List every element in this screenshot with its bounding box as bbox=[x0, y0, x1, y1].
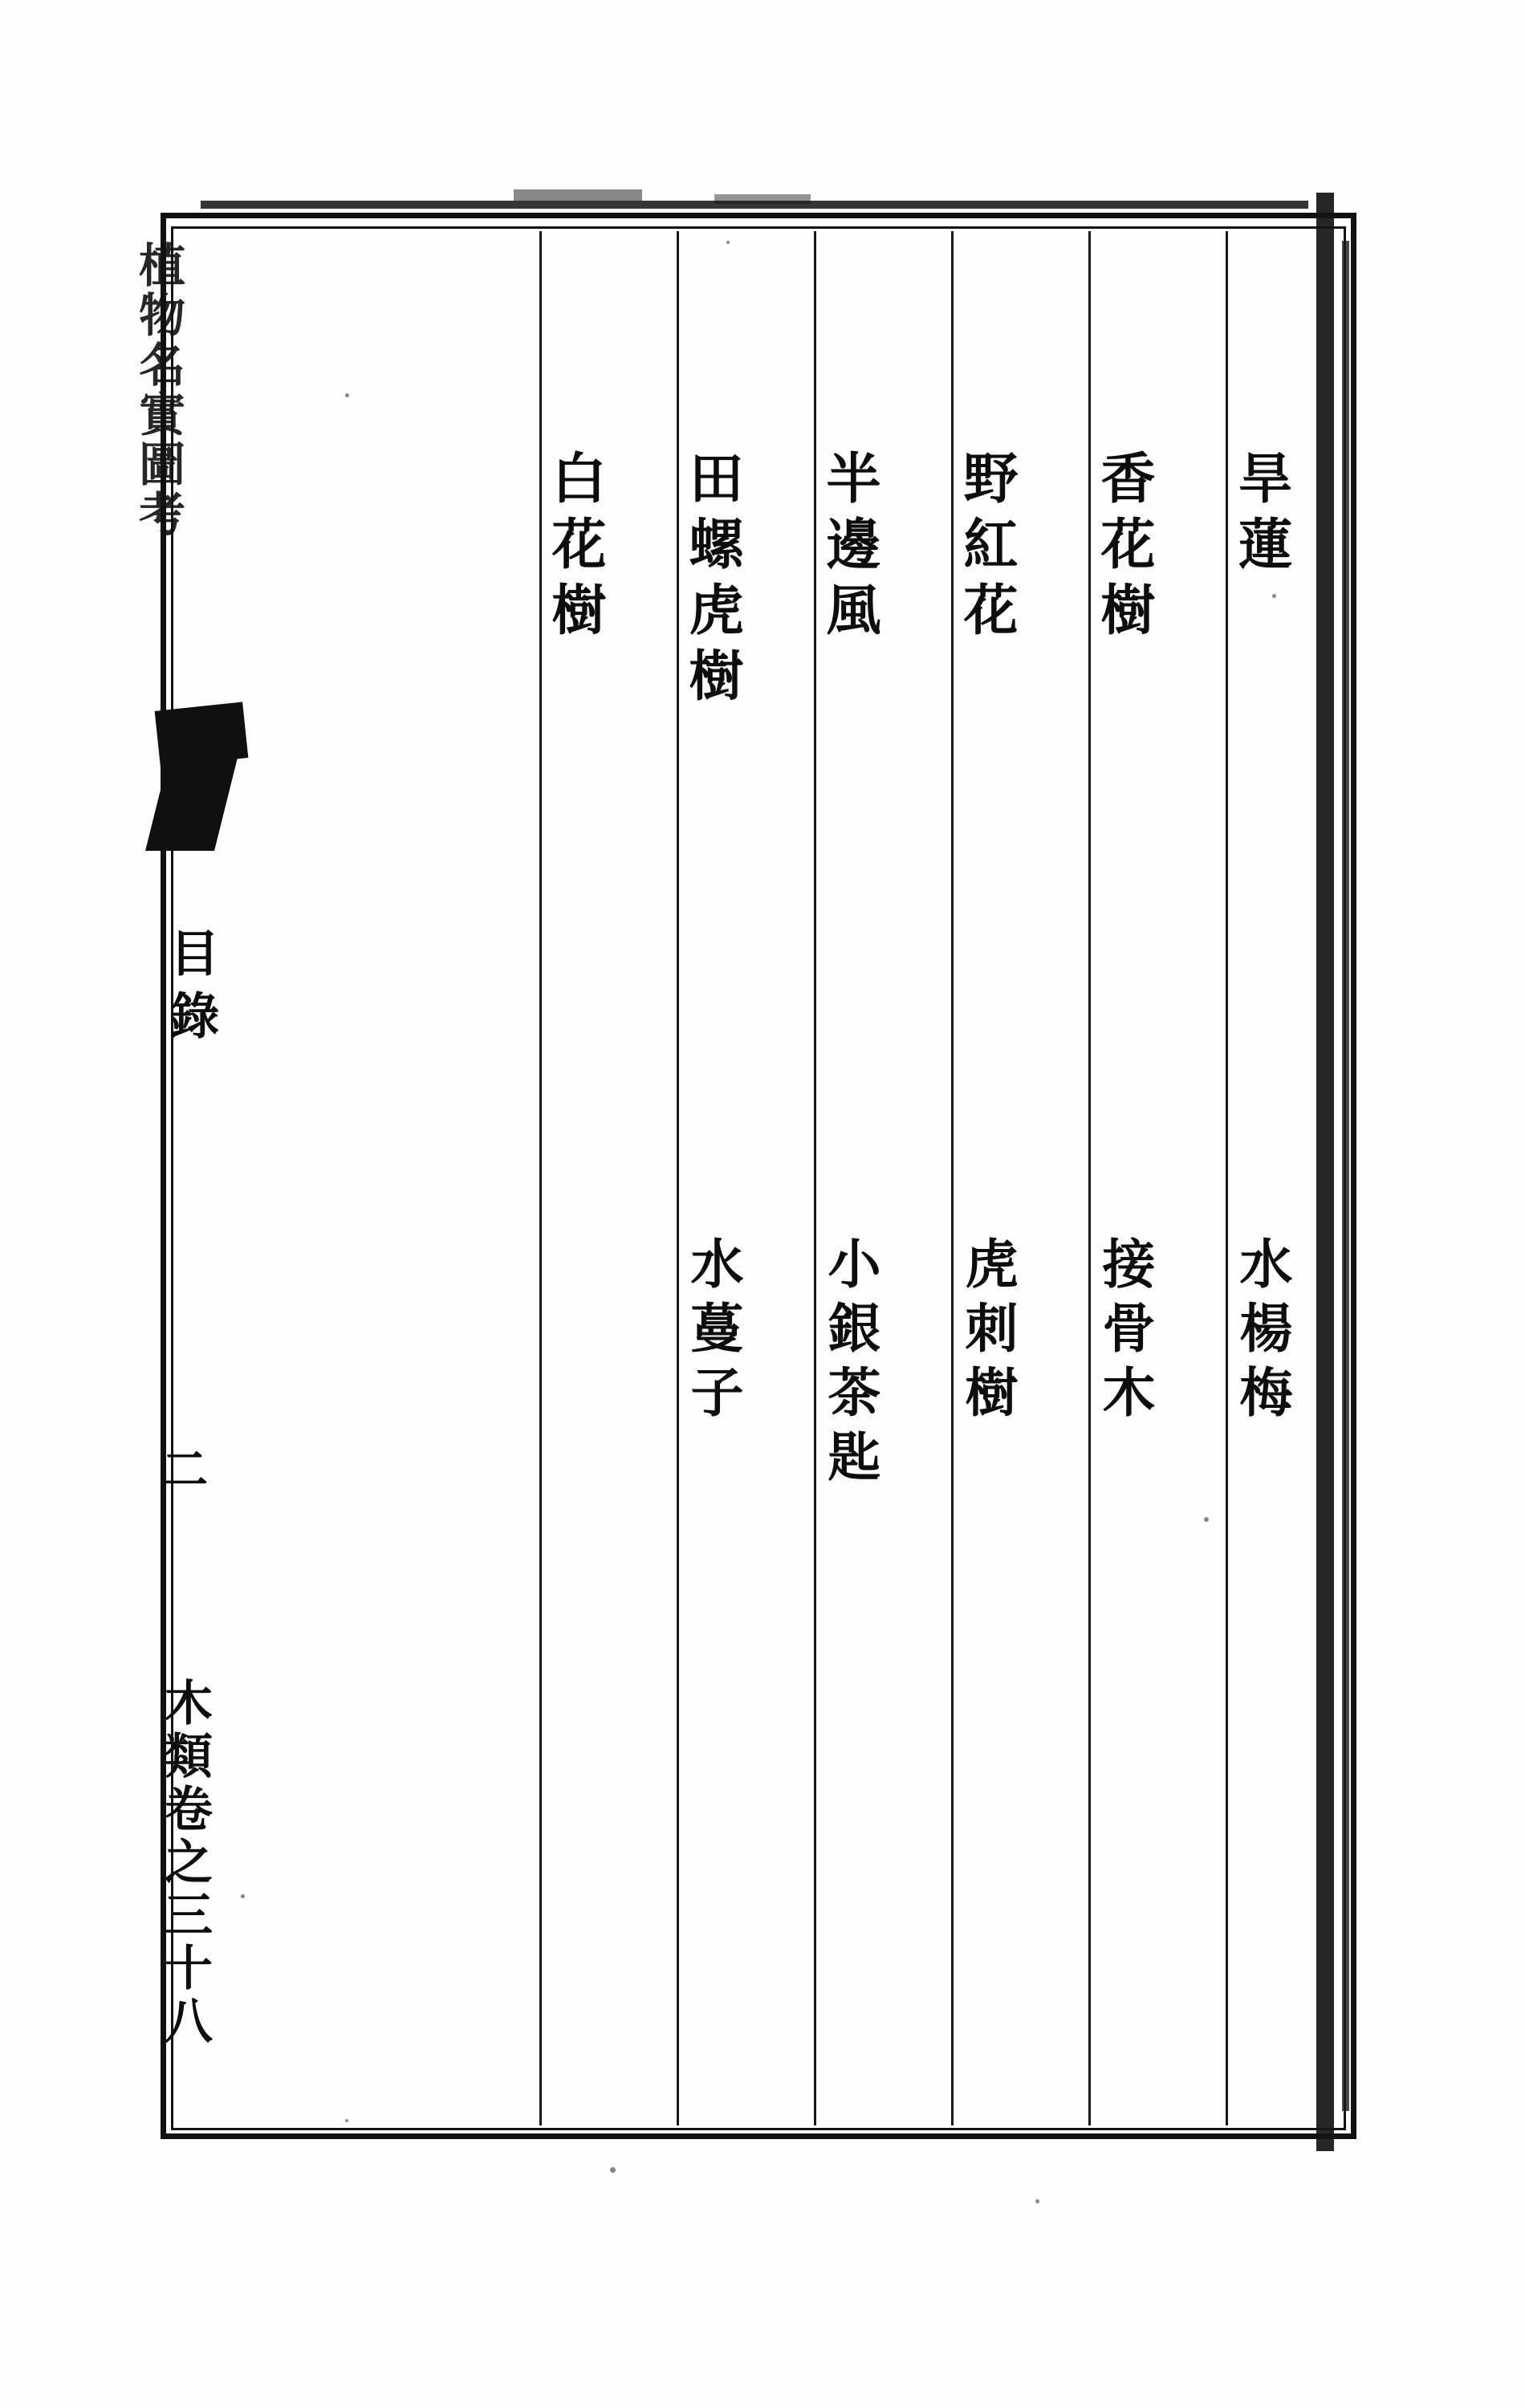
toc-entry-main-5[interactable]: 田螺虎樹 bbox=[680, 449, 744, 713]
block-spine-rule bbox=[1316, 193, 1334, 2151]
paper-speck bbox=[241, 1894, 245, 1898]
toc-entry-main-3[interactable]: 野紅花 bbox=[954, 449, 1019, 647]
top-edge-smudge-3 bbox=[714, 194, 811, 204]
paper-speck bbox=[610, 2167, 616, 2173]
page-frame-inner bbox=[171, 226, 1346, 2130]
paper-speck bbox=[1316, 1485, 1324, 1506]
column-rule-1 bbox=[1226, 231, 1228, 2125]
toc-entry-main-2[interactable]: 香花樹 bbox=[1092, 449, 1156, 647]
toc-entry-main-1[interactable]: 旱蓮 bbox=[1229, 449, 1293, 581]
paper-speck bbox=[345, 393, 349, 397]
toc-entry-sub-5[interactable]: 水蔓子 bbox=[681, 1236, 744, 1429]
column-rule-6 bbox=[539, 231, 542, 2125]
toc-entry-sub-3[interactable]: 虎刺樹 bbox=[956, 1236, 1019, 1429]
paper-speck bbox=[726, 241, 730, 244]
toc-entry-sub-2[interactable]: 接骨木 bbox=[1093, 1236, 1156, 1429]
top-edge-smudge-2 bbox=[514, 189, 642, 201]
paper-speck bbox=[1035, 2199, 1039, 2203]
block-spine-rule-secondary bbox=[1342, 241, 1349, 2111]
paper-speck bbox=[1320, 1252, 1327, 1270]
paper-speck bbox=[345, 2119, 348, 2122]
paper-speck bbox=[1272, 594, 1276, 598]
paper-speck bbox=[1204, 1517, 1209, 1522]
spine-title: 植物名實圖考 bbox=[131, 241, 185, 539]
toc-entry-main-6[interactable]: 白花樹 bbox=[543, 449, 607, 647]
column-rule-2 bbox=[1088, 231, 1091, 2125]
column-rule-5 bbox=[677, 231, 679, 2125]
paper-speck bbox=[1316, 1766, 1324, 1790]
toc-entry-sub-1[interactable]: 水楊梅 bbox=[1230, 1236, 1293, 1429]
toc-entry-sub-4[interactable]: 小銀茶匙 bbox=[819, 1236, 881, 1493]
column-rule-4 bbox=[814, 231, 816, 2125]
toc-entry-main-4[interactable]: 半邊風 bbox=[817, 449, 881, 647]
column-rule-3 bbox=[951, 231, 954, 2125]
page-footer: 木類卷之三十八 bbox=[157, 1678, 213, 2048]
page-number: 二 bbox=[153, 1445, 208, 1499]
section-label: 目錄 bbox=[161, 927, 220, 1052]
